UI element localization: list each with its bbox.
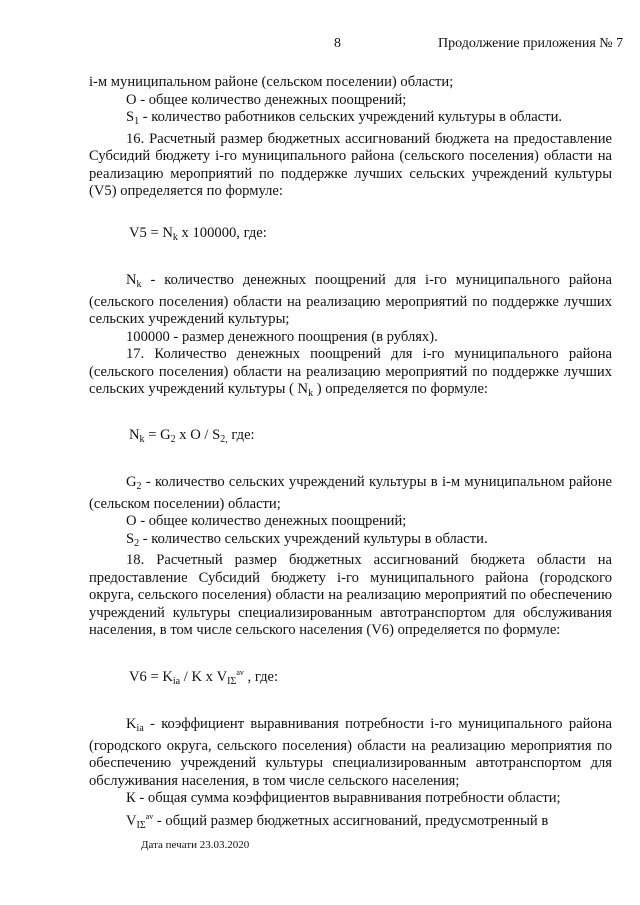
paragraph: К - общая сумма коэффициентов выравнивания потребности области; (126, 790, 561, 806)
formula-text: / K х V (180, 668, 228, 685)
paragraph: О - общее количество денежных поощрений; (126, 91, 407, 108)
subscript: IΣ (136, 819, 146, 831)
paragraph: 18. Расчетный размер бюджетных ассигнований бюджета области на предоставление Субсидий бюджету i-го муниципального района (городского округа, сельского поселения) области на реализацию мероприятий по обеспечению учреждений культуры специализированным автотранспортом для обслуживания населения, в том числе сельского населения (V6) определяется по формуле: (89, 552, 612, 638)
subscript: 2 (170, 433, 176, 445)
formula-text: V5 = N (129, 224, 173, 241)
subscript: ia (172, 675, 181, 687)
subscript: ia (136, 723, 144, 734)
symbol: G (126, 474, 137, 490)
paragraph: О - общее количество денежных поощрений; (126, 513, 407, 529)
paragraph-text: - количество сельских учреждений культуры в i-м муниципальном районе (сельском поселении) области; (89, 474, 612, 512)
subscript: 2 (134, 537, 140, 549)
symbol: S (126, 530, 135, 547)
paragraph (89, 531, 612, 553)
paragraph (89, 474, 612, 513)
symbol: V (126, 812, 137, 829)
symbol: K (126, 716, 137, 732)
paragraph-text: 17. Количество денежных поощрений для i-го муниципального района (сельского поселения) области на реализацию мероприятий по поддержке лучших сельских учреждений культуры ( N (89, 346, 612, 397)
print-date: Дата печати 23.03.2020 (141, 839, 250, 851)
formula-v6 (89, 664, 612, 691)
formula-nk (89, 427, 612, 449)
paragraph (89, 272, 612, 329)
paragraph (89, 346, 612, 403)
formula-text: = G (144, 426, 171, 443)
continuation-header: Продолжение приложения № 7 (438, 36, 624, 51)
formula-text: х О / S (175, 426, 221, 443)
symbol: S (126, 109, 135, 125)
paragraph: 100000 - размер денежного поощрения (в рублях). (126, 328, 438, 345)
document-body (89, 74, 612, 834)
superscript: av (236, 667, 244, 677)
symbol: N (126, 272, 137, 288)
paragraph: 16. Расчетный размер бюджетных ассигнований бюджета на предоставление Субсидий бюджету i-го муниципального района (сельского поселения) области на реализацию мероприятий по поддержке лучших сельских учреждений культуры (V5) определяется по формуле: (89, 130, 612, 199)
subscript: IΣ (227, 675, 237, 687)
subscript: k (136, 279, 142, 290)
superscript: av (145, 811, 154, 821)
subscript: 1 (134, 116, 140, 127)
paragraph-text: - количество сельских учреждений культуры в области. (139, 530, 488, 547)
formula-text: х 100000, где: (177, 224, 267, 241)
paragraph-text: - количество работников сельских учреждений культуры в области. (139, 109, 563, 125)
paragraph (89, 716, 612, 790)
paragraph (89, 109, 612, 131)
paragraph: i-м муниципальном районе (сельском поселении) области; (89, 74, 454, 90)
page-number: 8 (334, 36, 341, 51)
paragraph-text: - коэффициент выравнивания потребности i-го муниципального района (городского округа, сельского поселения) области на реализацию мероприятия по обеспечению учреждений культуры специализированным автотранспортом для обслуживания населения, в том числе сельского населения; (89, 716, 612, 789)
subscript: 2 (136, 481, 142, 492)
paragraph-text: ) определяется по формуле: (313, 381, 488, 397)
subscript: 2, (220, 433, 228, 445)
paragraph-text: - количество денежных поощрений для i-го муниципального района (сельского поселения) области на реализацию мероприятий по поддержке лучших сельских учреждений культуры; (89, 272, 612, 327)
paragraph (89, 808, 612, 835)
formula-text: где: (227, 426, 255, 443)
formula-v5 (89, 225, 612, 247)
subscript: k (172, 231, 178, 243)
formula-text: , где: (243, 668, 279, 685)
formula-text: N (129, 426, 140, 443)
subscript: k (139, 433, 145, 445)
formula-text: V6 = K (129, 668, 173, 685)
paragraph-text: - общий размер бюджетных ассигнований, предусмотренный в (153, 812, 549, 829)
subscript: k (308, 388, 314, 399)
